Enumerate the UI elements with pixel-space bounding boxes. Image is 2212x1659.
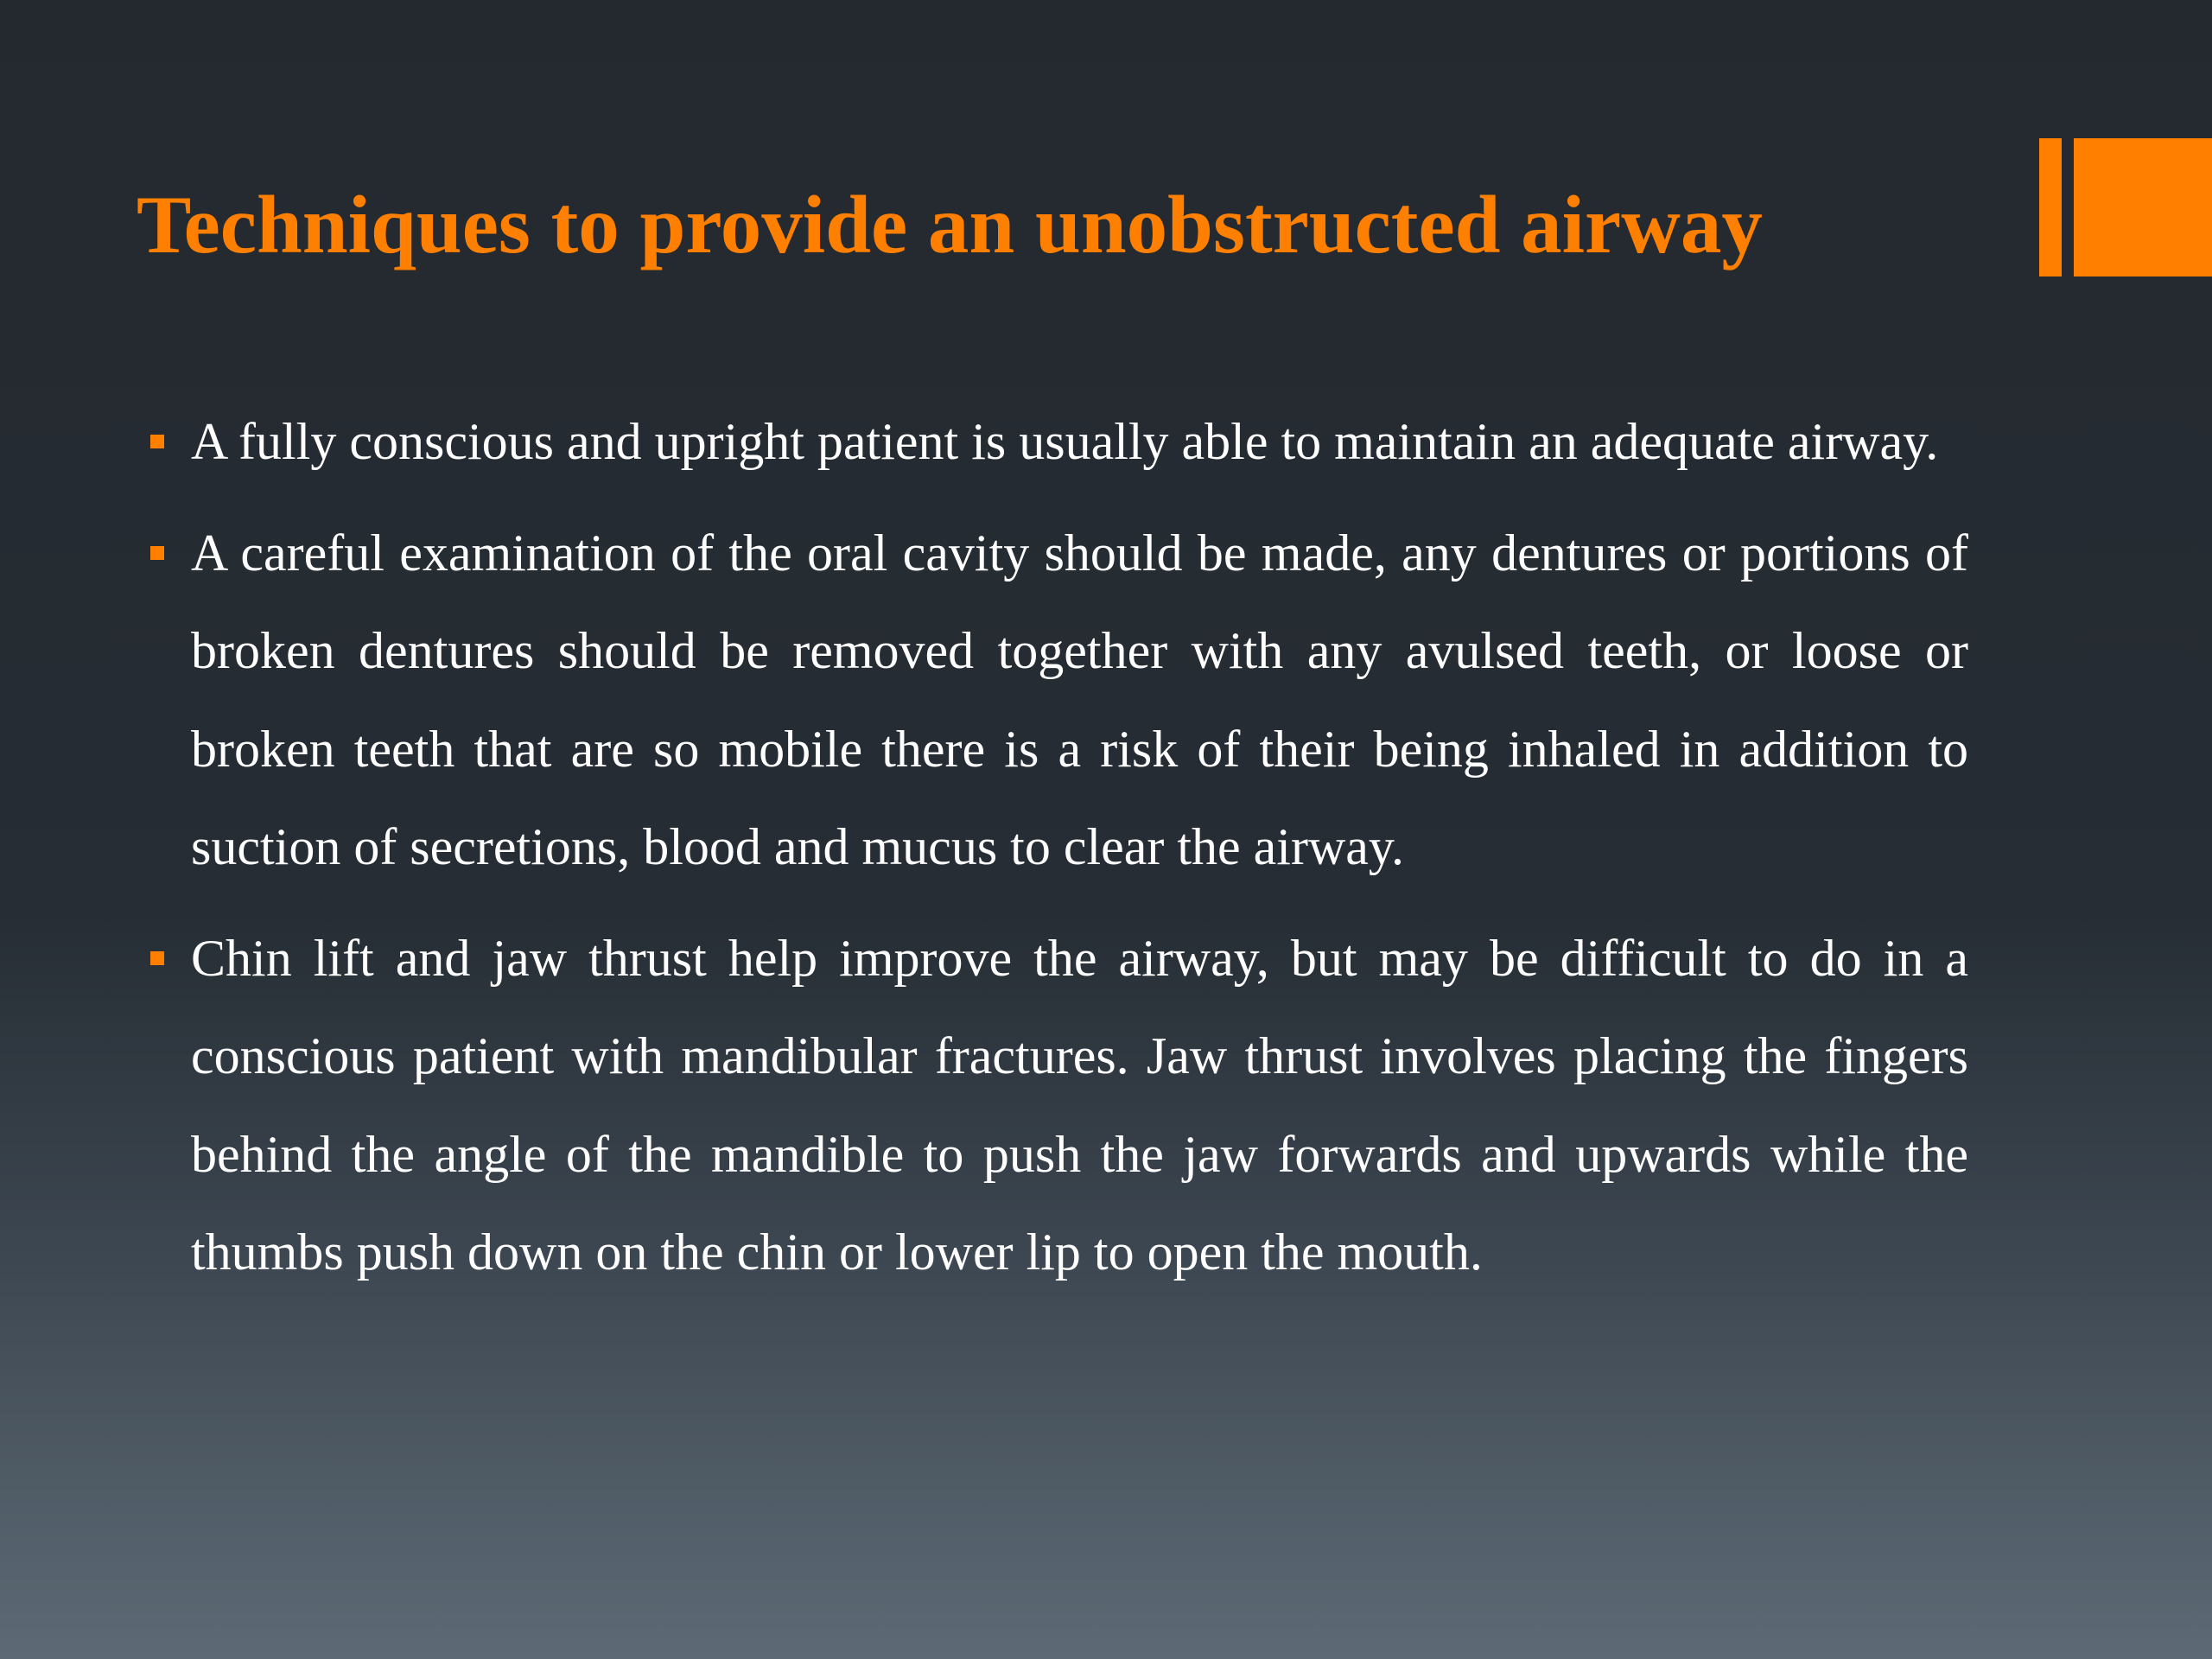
bullet-item xyxy=(147,393,1968,492)
bullet-item xyxy=(147,505,1968,897)
square-bullet-icon xyxy=(150,435,164,448)
square-bullet-icon xyxy=(150,951,164,965)
square-bullet-icon xyxy=(150,546,164,560)
bullet-list xyxy=(147,393,1968,1315)
bullet-item xyxy=(147,910,1968,1302)
bullet-text: Chin lift and jaw thrust help improve the airway, but may be difficult to do in a conscious patient with mandibular fractures. Jaw thrust involves placing the fingers behind the angle of the mandible to push the jaw forwards and upwards while the thumbs push down on the chin or lower lip to open the mouth. xyxy=(191,929,1968,1281)
accent-bar-thin xyxy=(2039,138,2062,276)
slide-title: Techniques to provide an unobstructed airway xyxy=(137,179,1763,270)
bullet-text: A fully conscious and upright patient is usually able to maintain an adequate airway. xyxy=(191,413,1939,470)
accent-bar-thick xyxy=(2074,138,2212,276)
bullet-text: A careful examination of the oral cavity should be made, any dentures or portions of broken dentures should be removed together with any avulsed teeth, or loose or broken teeth that are so mobile there is a risk of their being inhaled in addition to suction of secretions, blood and mucus to clear the airway. xyxy=(191,524,1968,875)
